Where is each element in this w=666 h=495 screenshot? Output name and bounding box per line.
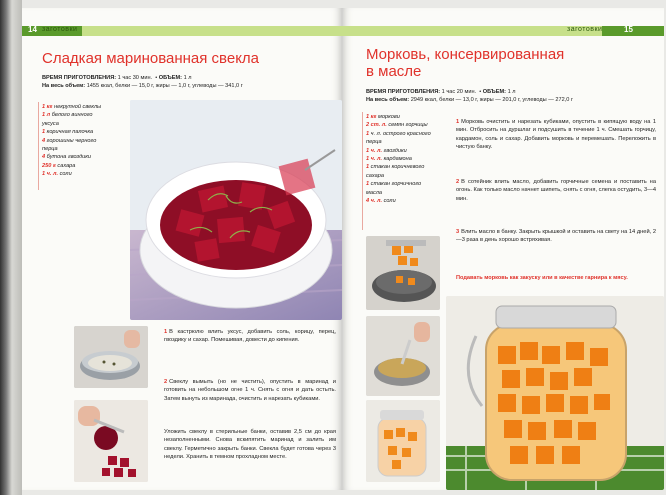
volume-value: 1 л xyxy=(507,89,516,95)
time-label: ВРЕМЯ ПРИГОТОВЛЕНИЯ: xyxy=(366,89,441,95)
carrot-jar-illustration xyxy=(446,296,664,490)
ingredient-name: соли xyxy=(382,198,396,205)
step-2 xyxy=(456,178,656,203)
nutrition-value: 1455 ккал, белки — 15,0 г, жиры — 1,0 г, углеводы — 341,0 г xyxy=(86,83,243,89)
ingredient-item xyxy=(366,197,432,205)
step-number: 1 xyxy=(164,329,168,335)
ingredient-item xyxy=(366,163,432,180)
ingredient-quantity: 1 ч. л. xyxy=(366,156,383,163)
ingredient-name: ч. л. острого красного перца xyxy=(366,130,431,146)
right-page xyxy=(342,8,664,490)
recipe-title: Сладкая маринованная свекла xyxy=(42,50,260,67)
nutrition-label: На весь объем: xyxy=(42,83,86,89)
page-number: 14 xyxy=(28,25,37,34)
step-3 xyxy=(456,228,656,245)
ingredient-item xyxy=(366,113,432,121)
step-3 xyxy=(164,428,336,461)
ingredient-item xyxy=(366,121,432,129)
ingredient-item xyxy=(42,153,102,161)
ingredient-name: стакан коричневого сахара xyxy=(366,164,425,179)
ingredient-item xyxy=(366,147,432,155)
step-number: 2 xyxy=(164,379,168,385)
ingredient-name: бутона гвоздики xyxy=(45,154,92,161)
ingredient-name: стакан горчичного масла xyxy=(366,181,422,196)
section-label: заготовки xyxy=(567,26,603,33)
step-1 xyxy=(456,118,656,151)
ingredient-quantity: 1 ч. л. xyxy=(42,171,59,178)
volume-value: 1 л xyxy=(183,75,192,81)
ingredient-quantity: 1 л xyxy=(42,112,51,119)
cutting-illustration xyxy=(74,400,148,482)
jar-small-illustration xyxy=(366,400,440,482)
volume-label: ОБЪЕМ: xyxy=(482,89,506,95)
nutrition-label: На весь объем: xyxy=(366,97,410,103)
ingredients-rule xyxy=(362,112,363,230)
step-2 xyxy=(164,378,336,403)
carrot-jar-photo xyxy=(446,296,664,490)
ingredient-item xyxy=(42,170,102,178)
time-value: 1 час 30 мин. xyxy=(117,75,153,81)
ingredient-name: коричная палочка xyxy=(45,129,94,136)
recipe-title-line2: в масле xyxy=(366,63,422,80)
pot-photo xyxy=(74,326,148,388)
ingredient-quantity: 1 кг xyxy=(366,114,377,120)
step-1 xyxy=(164,328,336,345)
time-value: 1 час 20 мин. xyxy=(441,89,477,95)
ingredient-list xyxy=(366,113,432,205)
ingredient-name: семян горчицы xyxy=(386,122,428,129)
step-number: 2 xyxy=(456,179,460,185)
page-number: 15 xyxy=(624,25,633,34)
recipe-meta: ВРЕМЯ ПРИГОТОВЛЕНИЯ: 1 час 30 мин. • ОБЪЕМ: 1 л На весь объем: 1455 ккал, белки — 15,0 г, жиры — 1,0 г, углеводы — 341,0 г xyxy=(42,75,243,89)
ingredient-name: некрупной свеклы xyxy=(52,104,102,110)
nutrition-value: 2949 ккал, белки — 13,0 г, жиры — 201,0 г, углеводы — 272,0 г xyxy=(410,97,573,103)
ingredient-quantity: 4 ч. л. xyxy=(366,198,383,205)
time-label: ВРЕМЯ ПРИГОТОВЛЕНИЯ: xyxy=(42,75,117,81)
cutting-photo xyxy=(74,400,148,482)
ingredient-item xyxy=(366,155,432,163)
ingredient-item xyxy=(42,111,102,128)
ingredient-name: гвоздики xyxy=(382,147,407,154)
left-page xyxy=(22,8,342,490)
ingredient-quantity: 1 ч. л. xyxy=(366,147,383,154)
step-number: 1 xyxy=(456,119,460,125)
ingredient-quantity: 1 xyxy=(366,130,370,137)
carrot-pot-photo xyxy=(366,236,440,310)
ingredient-item xyxy=(366,130,432,147)
ingredient-quantity: 1 xyxy=(366,181,370,188)
recipe-title-line1: Морковь, консервированная xyxy=(366,46,565,63)
spoon-photo xyxy=(366,316,440,396)
volume-label: ОБЪЕМ: xyxy=(158,75,182,81)
ingredient-item xyxy=(42,137,102,154)
step-text: В кастрюлю влить уксус, добавить соль, корицу, перец, гвоздику и сахар. Помешивая, довести до кипения. xyxy=(164,329,336,344)
ingredient-quantity: 4 xyxy=(42,154,46,161)
step-text: В сотейник влить масло, добавить горчичные семена и поставить на огонь. Как только масло начнет шипеть, снять с огня, слегка остудить, 3—4 мин. xyxy=(456,179,656,202)
ingredient-quantity: 1 xyxy=(366,164,370,171)
ingredient-quantity: 4 xyxy=(42,137,46,144)
header-bar-left xyxy=(22,26,342,36)
ingredient-name: моркови xyxy=(376,114,400,120)
header-bar-right xyxy=(342,26,664,36)
ingredient-name: кардамона xyxy=(382,156,412,163)
ingredient-name: белого винного уксуса xyxy=(42,112,93,127)
step-number: 3 xyxy=(456,229,460,235)
ingredient-list xyxy=(42,103,102,179)
beet-photo xyxy=(130,100,342,320)
ingredient-name: соли xyxy=(58,171,72,178)
ingredient-quantity: 1 xyxy=(42,129,46,136)
step-text: Влить масло в банку. Закрыть крышкой и оставить на свету на 14 дней, 2—3 раза в день хорошо встряхивая. xyxy=(456,229,656,244)
ingredient-item xyxy=(42,103,102,111)
pot-illustration xyxy=(74,326,148,388)
ingredient-quantity: 1 кг xyxy=(42,104,53,110)
ingredient-name: сахара xyxy=(55,162,76,169)
carrot-pot-illustration xyxy=(366,236,440,310)
book-edge xyxy=(0,0,22,495)
step-text: Свеклу вымыть (но не чистить), опустить в маринад и готовить на небольшом огне 1 ч. Снять с огня и дать остыть. Затем вынуть из маринада, очистить и нарезать кубиками. xyxy=(164,379,336,402)
ingredients-rule xyxy=(38,102,39,190)
recipe-title xyxy=(366,46,656,80)
ingredient-quantity: 2 ст. л. xyxy=(366,122,387,129)
ingredient-name: горошины черного перца xyxy=(42,137,97,153)
ingredient-item xyxy=(366,180,432,197)
recipe-meta: ВРЕМЯ ПРИГОТОВЛЕНИЯ: 1 час 20 мин. • ОБЪЕМ: 1 л На весь объем: 2949 ккал, белки — 13,0 г, жиры — 201,0 г, углеводы — 272,0 г xyxy=(366,89,573,103)
serving-tip: Подавать морковь как закуску или в качестве гарнира к мясу. xyxy=(456,275,628,281)
spoon-illustration xyxy=(366,316,440,396)
ingredient-quantity: 250 г xyxy=(42,162,56,169)
step-text: Морковь очистить и нарезать кубиками, опустить в кипящую воду на 1 мин. Отбросить на дуршлаг и подсушить в течение 1 ч. Смешать горчицу, кардамон, соль и сахар. Добавить морковь и перемешать. Переложить в чистую банку. xyxy=(456,119,656,150)
beet-bowl-illustration xyxy=(130,100,342,320)
ingredient-item xyxy=(42,162,102,170)
ingredient-item xyxy=(42,128,102,136)
section-label: заготовки xyxy=(42,26,78,33)
step-text: Уложить свеклу в стерильные банки, оставив 2,5 см до края незаполненными. Снова вскипятить маринад и залить им свеклу. Герметично закрыть банки. Свекла будет готова через 3 недели. Хранить в темном прохладном месте. xyxy=(164,429,336,460)
jar-small-photo xyxy=(366,400,440,482)
